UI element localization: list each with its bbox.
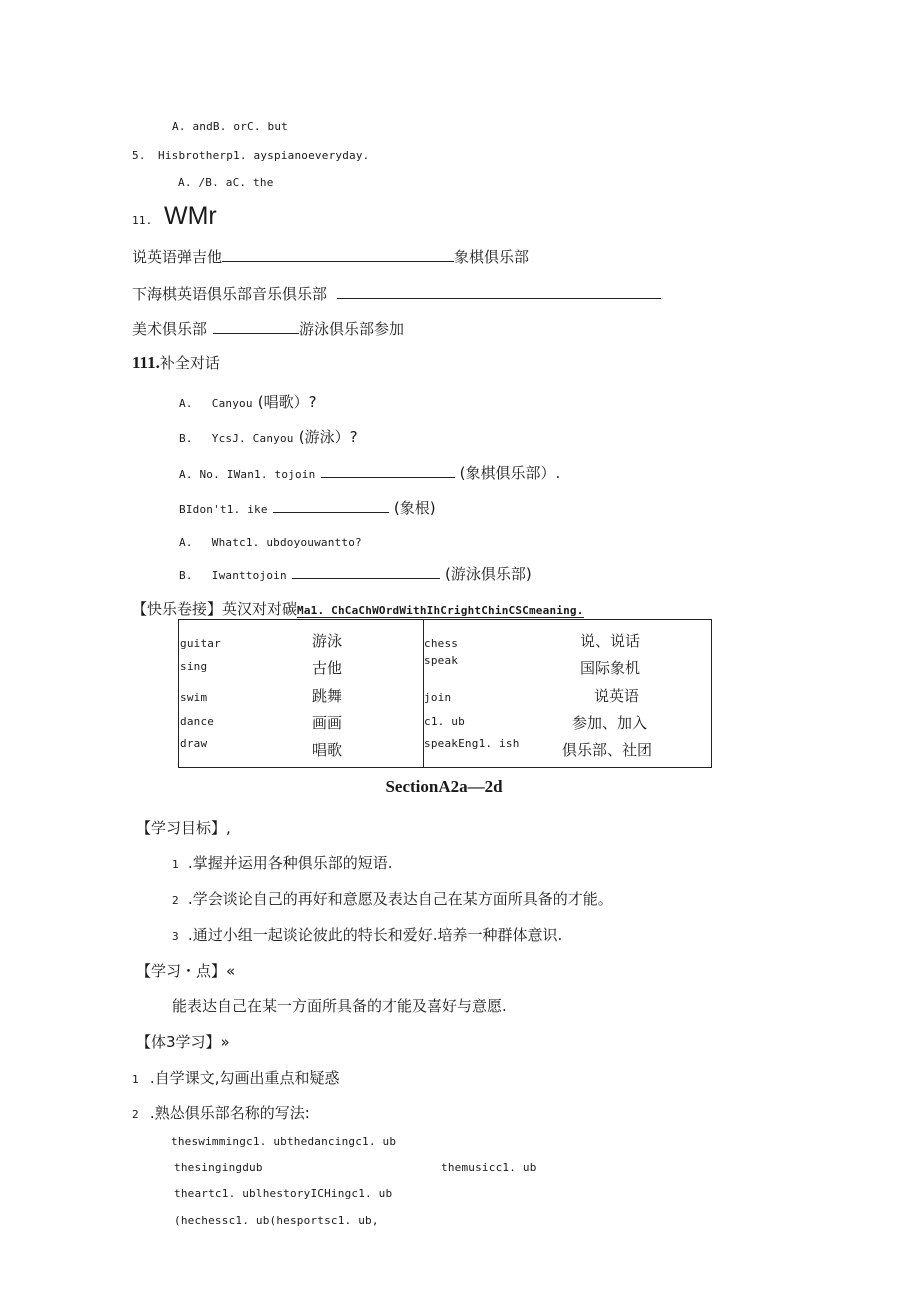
meaning-speak: 说、说话 [580, 632, 641, 650]
match-title-en: Ma1. ChCaChWOrdWithIhCrightChinCSCmeaning. [297, 604, 584, 617]
answer-blank[interactable] [222, 247, 454, 262]
dialog-line-6 [179, 563, 532, 584]
part3-heading [132, 352, 220, 373]
step-number: 1 [132, 1073, 139, 1086]
club-names-row-2a: thesingingdub [174, 1161, 263, 1174]
answer-blank[interactable] [321, 463, 455, 478]
dialog-text: BIdon't1. ike [179, 503, 268, 516]
answer-blank[interactable] [273, 498, 389, 513]
goals-title: 【学习目标】, [136, 819, 231, 837]
answer-blank[interactable] [337, 284, 661, 299]
dialog-line-5 [179, 531, 362, 550]
answer-blank[interactable] [292, 564, 440, 579]
word-draw: draw [180, 737, 208, 750]
goal-text: .通过小组一起谈论彼此的特长和爱好.培养一种群体意识. [187, 926, 563, 944]
goal-number: 1 [172, 858, 179, 871]
step-text: .自学课文,勾画出重点和疑惑 [149, 1069, 340, 1087]
meaning-join: 参加、加入 [572, 714, 648, 732]
club-names-row-4: (hechessc1. ub(hesportsc1. ub, [174, 1214, 379, 1227]
dialog-text: YcsJ. Canyou [211, 432, 294, 445]
goal-item-3 [172, 924, 562, 945]
word-speak-english: speakEng1. ish [424, 737, 520, 750]
answer-blank[interactable] [213, 319, 299, 334]
part2-number: 11. [132, 214, 153, 227]
goal-item-2 [172, 888, 613, 909]
club-names-row-2b: themusicc1. ub [441, 1161, 537, 1174]
word-swim: swim [180, 691, 208, 704]
meaning-speak-english: 说英语 [594, 687, 640, 705]
step-item-2 [132, 1102, 310, 1123]
dialog-text: Canyou [211, 397, 253, 410]
dialog-hint: (游泳俱乐部) [445, 565, 532, 583]
dialog-speaker: B. [179, 432, 193, 445]
match-right-column [424, 620, 711, 767]
match-title [132, 598, 584, 619]
part2-line3 [132, 318, 404, 339]
dialog-line-3 [179, 462, 560, 483]
q5-text: Hisbrotherp1. ayspianoeveryday. [158, 149, 370, 162]
goal-number: 2 [172, 894, 179, 907]
phrase-speak-english-guitar: 说英语弹吉他 [132, 248, 223, 266]
q5-number: 5. [132, 149, 146, 162]
section-heading: SectionA2a—2d [385, 777, 503, 796]
part2-line1 [132, 246, 529, 267]
goal-text: .掌握并运用各种俱乐部的短语. [187, 854, 393, 872]
match-table [178, 619, 712, 768]
phrase-chess-club: 象棋俱乐部 [454, 248, 530, 266]
dialog-text: Whatc1. ubdoyouwantto? [211, 536, 362, 549]
club-names-row-1: theswimmingc1. ubthedancingc1. ub [171, 1135, 397, 1148]
dialog-hint: (游泳）? [298, 428, 358, 446]
dialog-hint: (象根) [393, 499, 436, 517]
q5-options: A. /B. aC. the [178, 176, 274, 189]
meaning-club: 俱乐部、社团 [562, 741, 653, 759]
phrase-chess-english-music-club: 下海棋英语俱乐部音乐俱乐部 [132, 285, 328, 303]
key-points-title: 【学习・点】« [136, 962, 236, 980]
study-title: 【体3学习】» [136, 1033, 230, 1051]
phrase-art-club: 美术俱乐部 [132, 320, 208, 338]
dialog-line-4 [179, 497, 436, 518]
word-club: c1. ub [424, 715, 465, 728]
part3-title: 补全对话 [159, 354, 220, 372]
word-sing: sing [180, 660, 208, 673]
dialog-speaker: A. [179, 397, 193, 410]
dialog-text: A. No. IWan1. tojoin [179, 468, 316, 481]
club-names-row-3: theartc1. ublhestoryICHingc1. ub [174, 1187, 393, 1200]
step-number: 2 [132, 1108, 139, 1121]
match-title-cn: 【快乐卷接】英汉对对碳 [132, 600, 298, 618]
meaning-sing: 唱歌 [312, 741, 343, 759]
meaning-dance: 跳舞 [312, 687, 343, 705]
part2-title: WMr [164, 202, 217, 230]
step-text: .熟怂俱乐部名称的写法: [149, 1104, 310, 1122]
key-points-text: 能表达自己在某一方面所具备的才能及喜好与意愿. [172, 997, 507, 1015]
goal-text: .学会谈论自己的再好和意愿及表达自己在某方面所具备的才能。 [187, 890, 613, 908]
dialog-line-2 [179, 426, 358, 447]
dialog-speaker: B. [179, 569, 193, 582]
meaning-draw: 画画 [312, 714, 343, 732]
dialog-speaker: A. [179, 536, 193, 549]
part2-line2 [132, 283, 661, 304]
goal-item-1 [172, 852, 392, 873]
dialog-hint: (唱歌）? [257, 393, 317, 411]
meaning-chess: 国际象机 [580, 659, 641, 677]
dialog-hint: (象棋俱乐部）. [459, 464, 561, 482]
match-left-column [179, 620, 423, 767]
word-guitar: guitar [180, 637, 221, 650]
word-speak: speak [424, 654, 459, 667]
part3-number: 111. [132, 353, 160, 372]
meaning-guitar: 古他 [312, 659, 343, 677]
word-join: join [424, 691, 452, 704]
meaning-swim: 游泳 [312, 632, 343, 650]
goal-number: 3 [172, 930, 179, 943]
step-item-1 [132, 1067, 339, 1088]
word-dance: dance [180, 715, 215, 728]
dialog-text: Iwanttojoin [211, 569, 287, 582]
dialog-line-1 [179, 391, 317, 412]
word-chess: chess [424, 637, 459, 650]
phrase-swim-club-join: 游泳俱乐部参加 [299, 320, 405, 338]
q4-options: A. andB. orC. but [172, 120, 288, 133]
